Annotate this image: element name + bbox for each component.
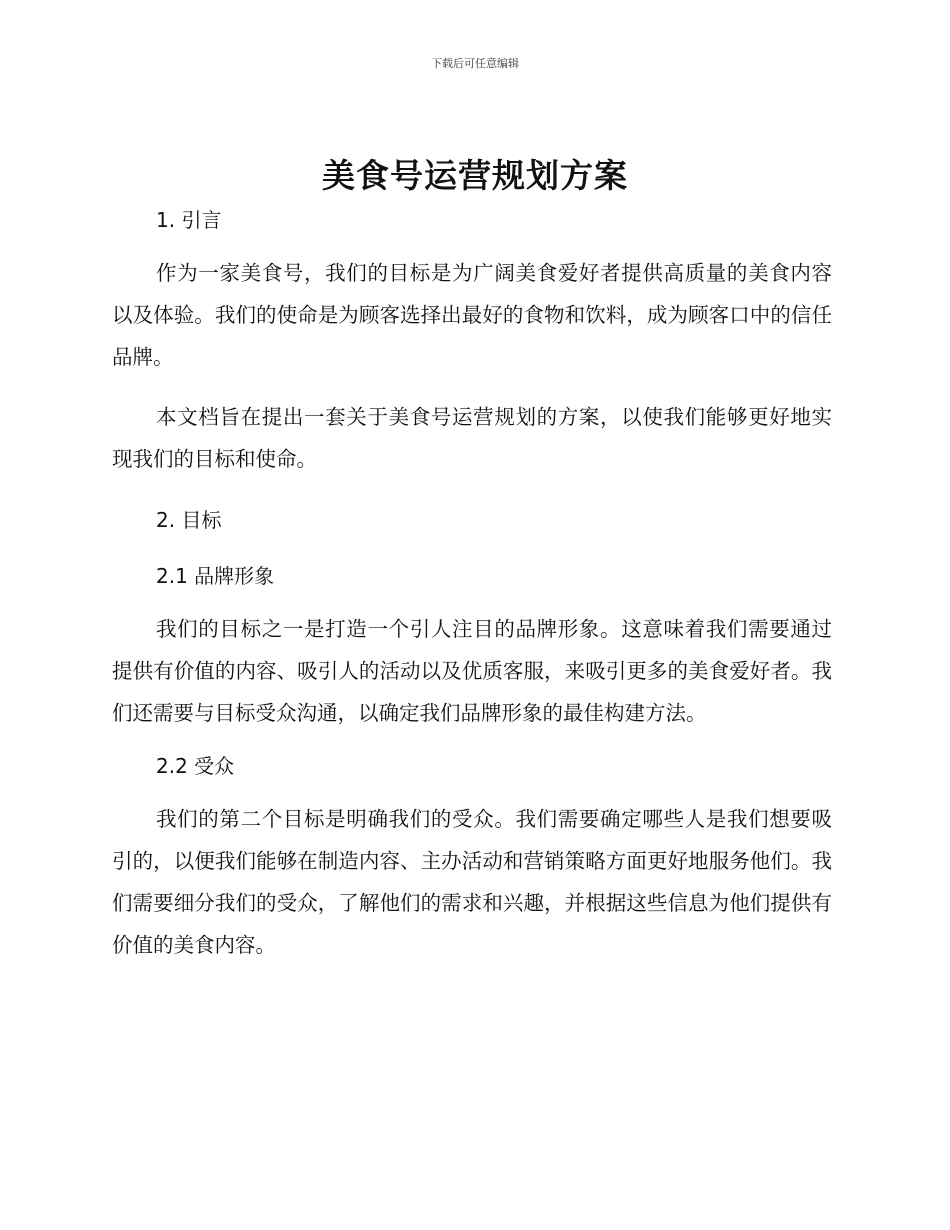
brand-paragraph: 我们的目标之一是打造一个引人注目的品牌形象。这意味着我们需要通过提供有价值的内容、吸引人的活动以及优质客服，来吸引更多的美食爱好者。我们还需要与目标受众沟通，以确定我们品牌形象的最佳构建方法。 — [112, 617, 832, 725]
subsection-heading-audience: 2.2 受众 — [156, 754, 235, 778]
subsection-heading-brand: 2.1 品牌形象 — [156, 564, 275, 588]
audience-paragraph: 我们的第二个目标是明确我们的受众。我们需要确定哪些人是我们想要吸引的，以便我们能够在制造内容、主办活动和营销策略方面更好地服务他们。我们需要细分我们的受众，了解他们的需求和兴趣，并根据这些信息为他们提供有价值的美食内容。 — [112, 807, 832, 957]
intro-paragraph-1: 作为一家美食号，我们的目标是为广阔美食爱好者提供高质量的美食内容以及体验。我们的使命是为顾客选择出最好的食物和饮料，成为顾客口中的信任品牌。 — [112, 261, 832, 369]
section-heading-intro: 1. 引言 — [156, 208, 222, 232]
intro-paragraph-2: 本文档旨在提出一套关于美食号运营规划的方案，以使我们能够更好地实现我们的目标和使命。 — [112, 405, 832, 471]
page-header-note: 下载后可任意编辑 — [431, 57, 519, 70]
document-body — [112, 200, 832, 966]
document-title: 美食号运营规划方案 — [322, 156, 628, 195]
section-heading-goals: 2. 目标 — [156, 508, 222, 532]
